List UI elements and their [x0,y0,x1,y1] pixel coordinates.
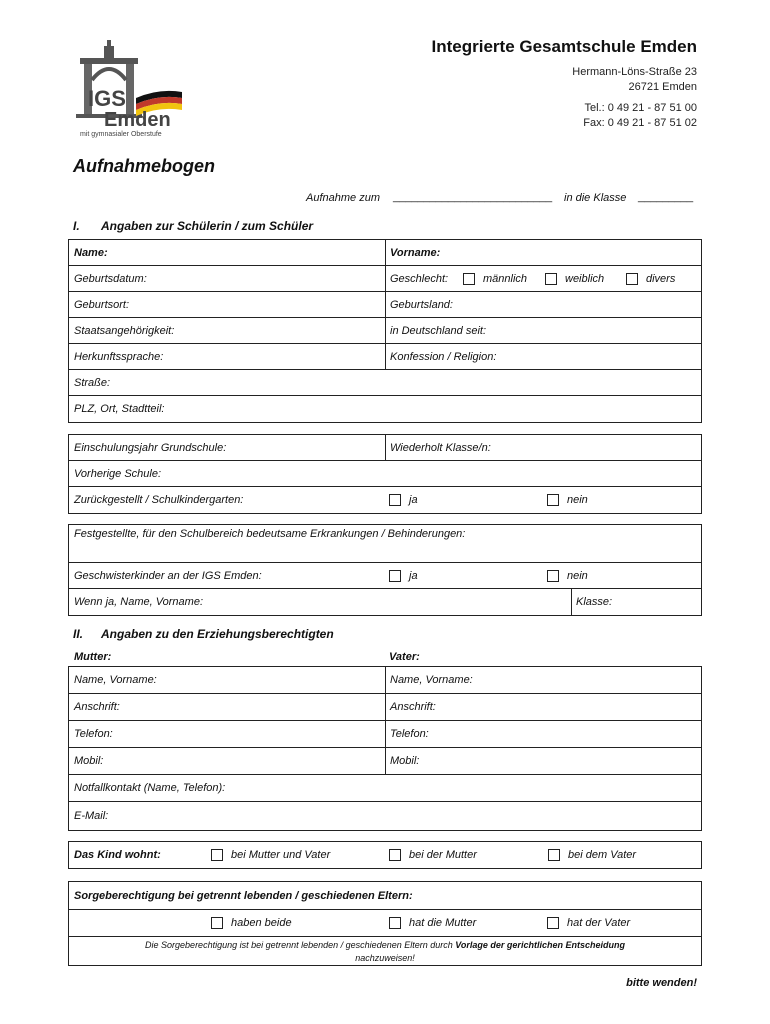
bitte-wenden-note: bitte wenden! [626,977,697,989]
strasse-field[interactable]: Straße: [74,376,111,389]
geburtsland-field[interactable]: Geburtsland: [390,298,453,311]
table-row [69,266,701,292]
hat-mutter-option[interactable]: hat die Mutter [389,910,476,936]
geschwister-ja-checkbox[interactable] [389,570,401,582]
sorge-note-bold: Vorlage der gerichtlichen Entscheidung [455,940,625,950]
school-tel: Tel.: 0 49 21 - 87 51 00 [584,102,697,114]
sorge-title: Sorgeberechtigung bei getrennt lebenden / geschiedenen Eltern: [74,889,413,902]
wiederholt-field[interactable]: Wiederholt Klasse/n: [390,441,491,454]
vater-name-field[interactable]: Name, Vorname: [390,674,473,686]
table-row [69,525,701,563]
table-row [69,694,701,721]
admission-klasse-label: in die Klasse [564,192,627,204]
table-row [69,344,701,370]
mutter-mobil-field[interactable]: Mobil: [74,755,104,767]
table-row [69,775,701,802]
bei-vater-option[interactable]: bei dem Vater [548,842,636,868]
mutter-name-field[interactable]: Name, Vorname: [74,674,157,686]
table-row [69,589,701,615]
parents-table [68,666,702,831]
geschwister-klasse-field[interactable]: Klasse: [576,596,613,608]
school-fax: Fax: 0 49 21 - 87 51 02 [583,117,697,129]
vorname-field[interactable] [385,240,701,265]
notfallkontakt-field[interactable]: Notfallkontakt (Name, Telefon): [74,782,226,794]
name-field[interactable] [69,240,385,265]
vater-heading: Vater: [389,651,420,663]
table-row [69,461,701,487]
plz-ort-field[interactable]: PLZ, Ort, Stadtteil: [74,403,165,415]
vater-mobil-field[interactable]: Mobil: [390,755,420,767]
logo-subtitle: mit gymnasialer Oberstufe [80,131,162,138]
sorgeberechtigung-table [68,881,702,966]
table-row [69,396,701,422]
table-row [69,240,701,266]
table-row [69,487,701,513]
bei-mutter-option[interactable]: bei der Mutter [389,842,477,868]
logo-emden-text: Emden [104,109,171,131]
erkrankungen-field[interactable]: Festgestellte, für den Schulbereich bedeutsame Erkrankungen / Behinderungen: [74,528,466,540]
haben-beide-option[interactable]: haben beide [211,910,292,936]
schooling-table [68,434,702,514]
section1-title: Angaben zur Schülerin / zum Schüler [101,219,314,233]
section2-title: Angaben zu den Erziehungsberechtigten [101,627,334,641]
vorname-label: Vorname: [390,246,441,259]
kind-wohnt-label: Das Kind wohnt: [74,849,161,861]
table-row [69,748,701,775]
hat-vater-checkbox[interactable] [547,917,559,929]
table-row [69,882,701,910]
bei-beiden-checkbox[interactable] [211,849,223,861]
mutter-heading: Mutter: [74,651,112,663]
bei-mutter-und-vater-option[interactable]: bei Mutter und Vater [211,842,330,868]
logo-igs-text: IGS [88,86,126,111]
geburtsdatum-field[interactable] [69,266,385,291]
email-field[interactable]: E-Mail: [74,810,109,822]
vater-anschrift-field[interactable]: Anschrift: [390,701,436,713]
table-row [69,842,701,868]
zurueckgestellt-ja-checkbox[interactable] [389,494,401,506]
admission-klasse-field[interactable]: _________ [638,191,694,203]
vorherige-schule-field[interactable]: Vorherige Schule: [74,467,162,480]
mutter-anschrift-field[interactable]: Anschrift: [74,701,120,713]
einschulungsjahr-field[interactable]: Einschulungsjahr Grundschule: [74,441,227,454]
geschlecht-divers-option[interactable]: divers [626,266,675,291]
vater-telefon-field[interactable]: Telefon: [390,728,429,740]
table-row [69,667,701,694]
zurueckgestellt-nein-option[interactable]: nein [547,487,588,513]
bei-mutter-checkbox[interactable] [389,849,401,861]
haben-beide-checkbox[interactable] [211,917,223,929]
table-row [69,370,701,396]
zurueckgestellt-nein-checkbox[interactable] [547,494,559,506]
mutter-telefon-field[interactable]: Telefon: [74,728,113,740]
hat-mutter-checkbox[interactable] [389,917,401,929]
divers-checkbox[interactable] [626,273,638,285]
weiblich-checkbox[interactable] [545,273,557,285]
sorge-note [69,936,701,965]
deutschland-seit-field[interactable]: in Deutschland seit: [390,324,486,337]
table-row [69,435,701,461]
geschwister-ja-option[interactable]: ja [389,563,418,588]
table-row [69,802,701,830]
zurueckgestellt-label: Zurückgestellt / Schulkindergarten: [74,494,244,506]
geburtsdatum-label: Geburtsdatum: [74,272,147,285]
document-title: Aufnahmebogen [73,156,215,176]
table-row [69,721,701,748]
hat-vater-option[interactable]: hat der Vater [547,910,630,936]
geschlecht-label: Geschlecht: [390,272,449,285]
sorge-note-text: Die Sorgeberechtigung ist bei getrennt lebenden / geschiedenen Eltern durch [145,940,456,950]
section1-number: I. [73,219,80,233]
zurueckgestellt-ja-option[interactable]: ja [389,487,418,513]
table-row [69,318,701,344]
sorge-note-end: nachzuweisen! [355,953,415,963]
kind-wohnt-table [68,841,702,869]
table-row [69,910,701,936]
geschwister-nein-checkbox[interactable] [547,570,559,582]
health-siblings-table [68,524,702,616]
bei-vater-checkbox[interactable] [548,849,560,861]
konfession-field[interactable]: Konfession / Religion: [390,350,497,363]
herkunftssprache-field[interactable]: Herkunftssprache: [74,350,164,363]
geschwister-name-field[interactable]: Wenn ja, Name, Vorname: [74,596,204,608]
geschwister-label: Geschwisterkinder an der IGS Emden: [74,569,262,582]
admission-zum-field[interactable]: __________________________ [393,191,553,203]
geschwister-nein-option[interactable]: nein [547,563,588,588]
staatsangehoerigkeit-field[interactable]: Staatsangehörigkeit: [74,324,175,337]
table-row [69,563,701,589]
student-data-table [68,239,702,423]
table-row [69,292,701,318]
admission-zum-label: Aufnahme zum [306,192,380,204]
school-city: 26721 Emden [628,81,697,93]
geburtsort-field[interactable]: Geburtsort: [74,298,130,311]
school-name: Integrierte Gesamtschule Emden [431,37,697,56]
school-street: Hermann-Löns-Straße 23 [572,66,697,78]
name-label: Name: [74,246,108,259]
geschlecht-maennlich-option[interactable]: männlich [463,266,527,291]
maennlich-checkbox[interactable] [463,273,475,285]
section2-number: II. [73,627,84,641]
school-logo [74,40,184,140]
geschlecht-weiblich-option[interactable]: weiblich [545,266,604,291]
